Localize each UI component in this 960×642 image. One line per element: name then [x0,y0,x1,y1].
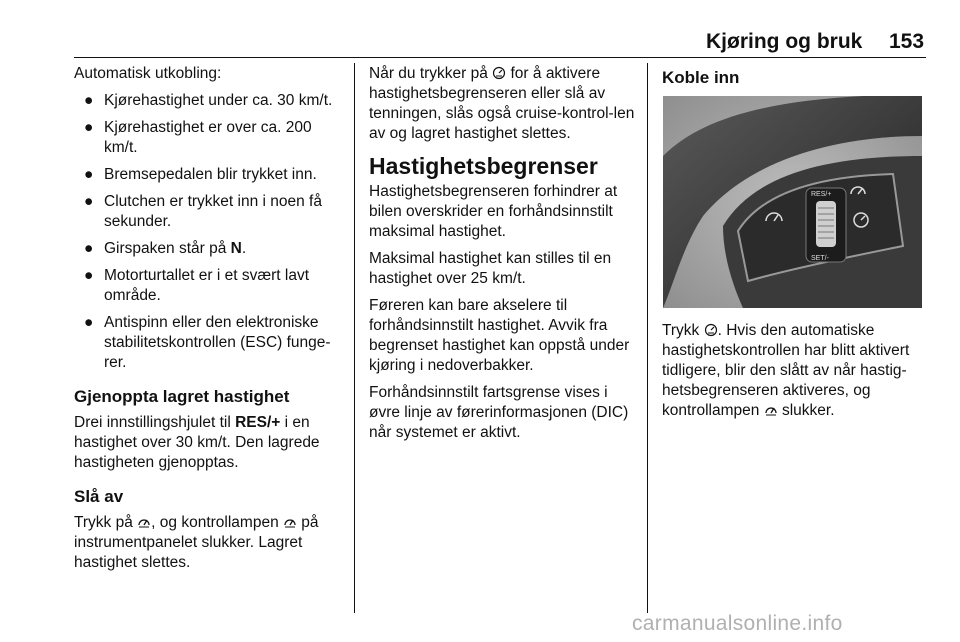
column-2 [369,64,637,450]
cruise-control-icon [283,515,297,529]
speed-limiter-heading: Hastighetsbegrenser [369,153,598,179]
auto-off-list [74,91,342,373]
list-item: ● Kjørehastighet under ca. 30 km/t. [84,92,333,109]
column-1 [74,64,342,580]
off-heading: Slå av [74,487,124,506]
speed-limiter-icon [704,323,718,337]
list-item: ● Kjørehastighet er over ca. 200 km/t. [84,119,312,156]
list-item: ● Clutchen er trykket inn i noen få sekunder. [84,193,322,230]
paragraph: Hastighetsbegrenseren forhindrer at bilen overskrider en forhåndsinnstilt maksimal hastighet. [369,183,618,240]
header-divider [74,57,926,58]
section-title: Kjøring og bruk [706,30,863,53]
auto-off-intro: Automatisk utkobling: [74,65,222,82]
engage-text [662,321,934,428]
list-item: ● Bremsepedalen blir trykket inn. [84,166,317,183]
engage-heading: Koble inn [662,68,740,87]
speed-limiter-icon [492,66,506,80]
cruise-control-icon [764,403,778,417]
res-label: RES/+ [811,191,832,198]
paragraph: Maksimal hastighet kan stilles til en hastighet over 25 km/t. [369,250,612,287]
list-item: ● Girspaken står på N. [84,240,247,257]
engage-paragraph: Trykk . Hvis den automatiske hastighetskontrollen har blitt aktivert tidligere, blir den slått av når hastig-hetsbegrenseren aktiveres, og kontrollampen slukker. [662,322,910,419]
off-paragraph: Trykk på , og kontrollampen på instrumentpanelet slukker. Lagret hastighet slettes. [74,514,319,571]
list-item: ● Motorturtallet er i et svært lavt område. [84,267,310,304]
resume-paragraph: Drei innstillingshjulet til RES/+ i en hastighet over 30 km/t. Den lagrede hastigheten gjenopptas. [74,414,320,471]
watermark: carmanualsonline.info [632,612,843,635]
paragraph: Forhåndsinnstilt fartsgrense vises i øvre linje av førerinformasjonen (DIC) når systemet er aktivt. [369,384,629,441]
page-number: 153 [889,30,925,53]
list-item: ● Antispinn eller den elektroniske stabilitetskontrollen (ESC) funge-rer. [84,314,331,371]
column-divider-1 [354,63,355,613]
column-divider-2 [647,63,648,613]
cruise-control-icon [137,515,151,529]
set-label: SET/- [811,255,829,262]
resume-heading: Gjenoppta lagret hastighet [74,387,290,406]
steering-wheel-controls-image [663,96,922,308]
paragraph: Føreren kan bare akselere til forhåndsinnstilt hastighet. Avvik fra begrenset hastighet kan oppstå under kjøring i nedoverbakker. [369,297,630,374]
column-3 [662,64,932,94]
limiter-intro-paragraph: Når du trykker på for å aktivere hastighetsbegrenseren eller slå av tenningen, slås også cruise-kontrol-len av og lagret hastighet slettes. [369,65,635,142]
